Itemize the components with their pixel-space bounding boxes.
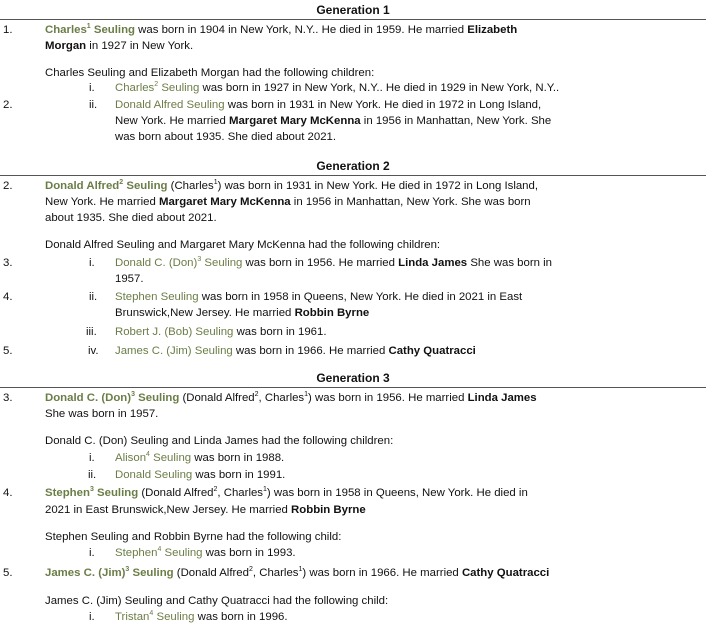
entry-number: 4.	[3, 487, 13, 499]
child-link[interactable]: Robert J. (Bob) Seuling	[115, 326, 234, 338]
child-roman: ii.	[89, 291, 98, 303]
entry-number: 3.	[3, 392, 13, 404]
child-line: Robert J. (Bob) Seuling was born in 1961.	[115, 326, 327, 338]
entry-number: 3.	[3, 257, 13, 269]
entry-number: 2.	[3, 99, 13, 111]
person-1-line-2: Morgan in 1927 in New York.	[45, 40, 194, 52]
person-link[interactable]: James C. (Jim)$^3$ Seuling	[45, 566, 174, 579]
person-1-line-1: Charles$^1$ Seuling was born in 1904 in New York, N.Y.. He died in 1959. He married Elizabeth	[45, 23, 518, 36]
person-4-line-2: 2021 in East Brunswick,New Jersey. He married Robbin Byrne	[45, 504, 366, 516]
person-link[interactable]: Charles$^1$ Seuling	[45, 23, 136, 36]
child-roman: i.	[89, 452, 95, 464]
generation-1-heading: Generation 1	[316, 3, 390, 17]
entry-number: 1.	[3, 24, 13, 36]
child-line: was born about 1935. She died about 2021.	[115, 131, 337, 143]
divider	[0, 19, 706, 20]
child-roman: iv.	[88, 345, 99, 357]
child-line: New York. He married Margaret Mary McKenna in 1956 in Manhattan, New York. She	[115, 115, 552, 127]
person-2-line-1: Donald Alfred$^2$ Seuling (Charles$^1$) was born in 1931 in New York. He died in 1972 in Long Island,	[45, 179, 539, 192]
child-link[interactable]: Alison$^4$ Seuling	[115, 451, 192, 464]
child-line: Brunswick,New Jersey. He married Robbin Byrne	[115, 307, 370, 319]
person-4-line-1: Stephen$^3$ Seuling (Donald Alfred$^2$, Charles$^1$) was born in 1958 in Queens, New York. He died in	[45, 486, 528, 499]
entry-number: 2.	[3, 180, 13, 192]
children-intro: Stephen Seuling and Robbin Byrne had the following child:	[45, 531, 342, 543]
child-link[interactable]: Donald Seuling	[115, 469, 193, 481]
child-roman: ii.	[89, 99, 98, 111]
person-3-line-1: Donald C. (Don)$^3$ Seuling (Donald Alfred$^2$, Charles$^1$) was born in 1956. He married Linda James	[45, 391, 537, 404]
child-link[interactable]: Charles$^2$ Seuling	[115, 81, 200, 94]
entry-number: 5.	[3, 567, 13, 579]
person-3-line-2: She was born in 1957.	[45, 408, 159, 420]
generation-2-heading: Generation 2	[316, 159, 390, 173]
child-line: Stephen Seuling was born in 1958 in Queens, New York. He died in 2021 in East	[115, 291, 523, 303]
child-link[interactable]: Stephen$^4$ Seuling	[115, 546, 203, 559]
person-link[interactable]: Donald Alfred$^2$ Seuling	[45, 179, 168, 192]
child-line: Donald Alfred Seuling was born in 1931 in New York. He died in 1972 in Long Island,	[115, 99, 542, 111]
entry-number: 5.	[3, 345, 13, 357]
divider	[0, 387, 706, 388]
child-roman: i.	[89, 611, 95, 623]
person-link[interactable]: Donald C. (Don)$^3$ Seuling	[45, 391, 180, 404]
child-line: Donald C. (Don)$^3$ Seuling was born in 1956. He married Linda James She was born in	[115, 256, 553, 269]
child-link[interactable]: Stephen Seuling	[115, 291, 199, 303]
child-line: Tristan$^4$ Seuling was born in 1996.	[115, 610, 288, 623]
child-line: James C. (Jim) Seuling was born in 1966. He married Cathy Quatracci	[115, 345, 476, 357]
person-2-line-2: New York. He married Margaret Mary McKenna in 1956 in Manhattan, New York. She was born	[45, 196, 531, 208]
child-roman: i.	[89, 82, 95, 94]
generation-3-heading: Generation 3	[316, 371, 390, 385]
child-roman: ii.	[88, 469, 97, 481]
child-link[interactable]: Donald Alfred Seuling	[115, 99, 225, 111]
child-line: Stephen$^4$ Seuling was born in 1993.	[115, 546, 296, 559]
child-roman: iii.	[86, 326, 97, 338]
spouse-name: Elizabeth	[467, 24, 518, 36]
child-line: 1957.	[115, 273, 144, 285]
child-line: Alison$^4$ Seuling was born in 1988.	[115, 451, 285, 464]
child-roman: i.	[89, 257, 95, 269]
children-intro: James C. (Jim) Seuling and Cathy Quatracci had the following child:	[45, 595, 389, 607]
person-2-line-3: about 1935. She died about 2021.	[45, 212, 217, 224]
child-line: Donald Seuling was born in 1991.	[115, 469, 286, 481]
child-roman: i.	[89, 547, 95, 559]
children-intro: Donald Alfred Seuling and Margaret Mary McKenna had the following children:	[45, 239, 441, 251]
children-intro: Donald C. (Don) Seuling and Linda James had the following children:	[45, 435, 394, 447]
entry-number: 4.	[3, 291, 13, 303]
divider	[0, 175, 706, 176]
child-link[interactable]: Tristan$^4$ Seuling	[115, 610, 195, 623]
child-link[interactable]: James C. (Jim) Seuling	[115, 345, 233, 357]
child-line: Charles$^2$ Seuling was born in 1927 in New York, N.Y.. He died in 1929 in New York, N.Y..	[115, 81, 560, 94]
children-intro: Charles Seuling and Elizabeth Morgan had the following children:	[45, 67, 375, 79]
person-5-line-1: James C. (Jim)$^3$ Seuling (Donald Alfred$^2$, Charles$^1$) was born in 1966. He married Cathy Quatracci	[45, 566, 550, 579]
person-link[interactable]: Stephen$^3$ Seuling	[45, 486, 139, 499]
child-link[interactable]: Donald C. (Don)$^3$ Seuling	[115, 256, 243, 269]
